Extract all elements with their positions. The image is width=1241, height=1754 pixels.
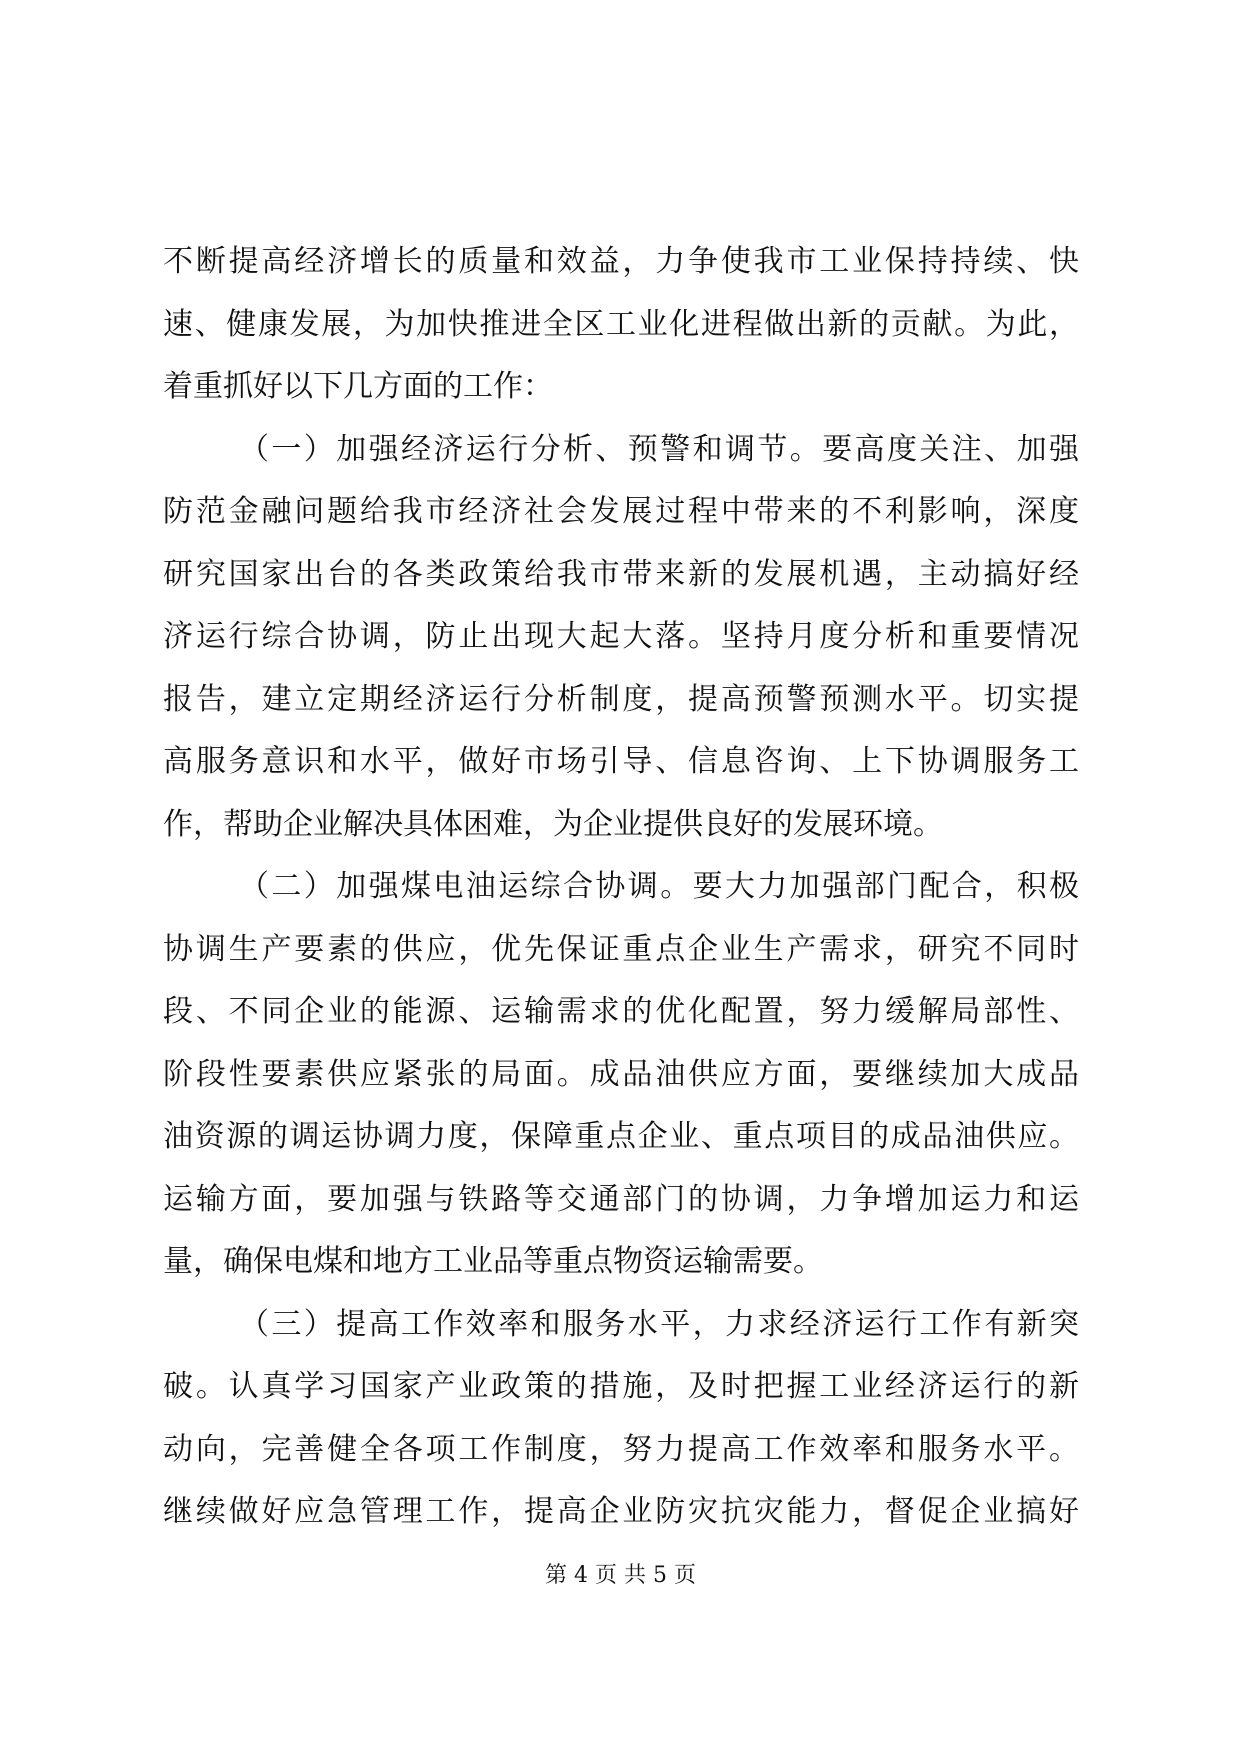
text-line: 量，确保电煤和地方工业品等重点物资运输需要。 xyxy=(163,1244,823,1279)
page-footer: 第 4 页 共 5 页 xyxy=(545,1563,696,1588)
text-line: 高服务意识和水平，做好市场引导、信息咨询、上下协调服务工 xyxy=(163,744,1079,779)
text-line: 运输方面，要加强与铁路等交通部门的协调，力争增加运力和运 xyxy=(163,1181,1079,1217)
text-line: 继续做好应急管理工作，提高企业防灾抗灾能力，督促企业搞好 xyxy=(163,1494,1079,1529)
text-line: 油资源的调运协调力度，保障重点企业、重点项目的成品油供应。 xyxy=(163,1119,1079,1154)
text-line: 研究国家出台的各类政策给我市带来新的发展机遇，主动搞好经 xyxy=(163,556,1079,592)
text-line: 不断提高经济增长的质量和效益，力争使我市工业保持持续、快 xyxy=(163,244,1079,279)
text-line: 破。认真学习国家产业政策的措施，及时把握工业经济运行的新 xyxy=(163,1369,1079,1404)
text-line: 动向，完善健全各项工作制度，努力提高工作效率和服务水平。 xyxy=(163,1431,1079,1467)
text-line: 着重抓好以下几方面的工作： xyxy=(163,369,553,404)
body-text xyxy=(163,231,1079,1544)
text-line: 速、健康发展，为加快推进全区工业化进程做出新的贡献。为此， xyxy=(163,306,1079,342)
text-line: 协调生产要素的供应，优先保证重点企业生产需求，研究不同时 xyxy=(163,931,1079,967)
text-line: 济运行综合协调，防止出现大起大落。坚持月度分析和重要情况 xyxy=(163,619,1079,654)
text-line: 作，帮助企业解决具体困难，为企业提供良好的发展环境。 xyxy=(163,806,943,842)
text-line: 段、不同企业的能源、运输需求的优化配置，努力缓解局部性、 xyxy=(163,994,1079,1029)
text-line: （一）加强经济运行分析、预警和调节。要高度关注、加强 xyxy=(239,431,1079,467)
text-line: 防范金融问题给我市经济社会发展过程中带来的不利影响，深度 xyxy=(163,494,1079,529)
text-line: （二）加强煤电油运综合协调。要大力加强部门配合，积极 xyxy=(239,869,1079,904)
text-line: 报告，建立定期经济运行分析制度，提高预警预测水平。切实提 xyxy=(163,681,1079,717)
text-line: 阶段性要素供应紧张的局面。成品油供应方面，要继续加大成品 xyxy=(163,1056,1079,1092)
text-line: （三）提高工作效率和服务水平，力求经济运行工作有新突 xyxy=(239,1306,1079,1342)
